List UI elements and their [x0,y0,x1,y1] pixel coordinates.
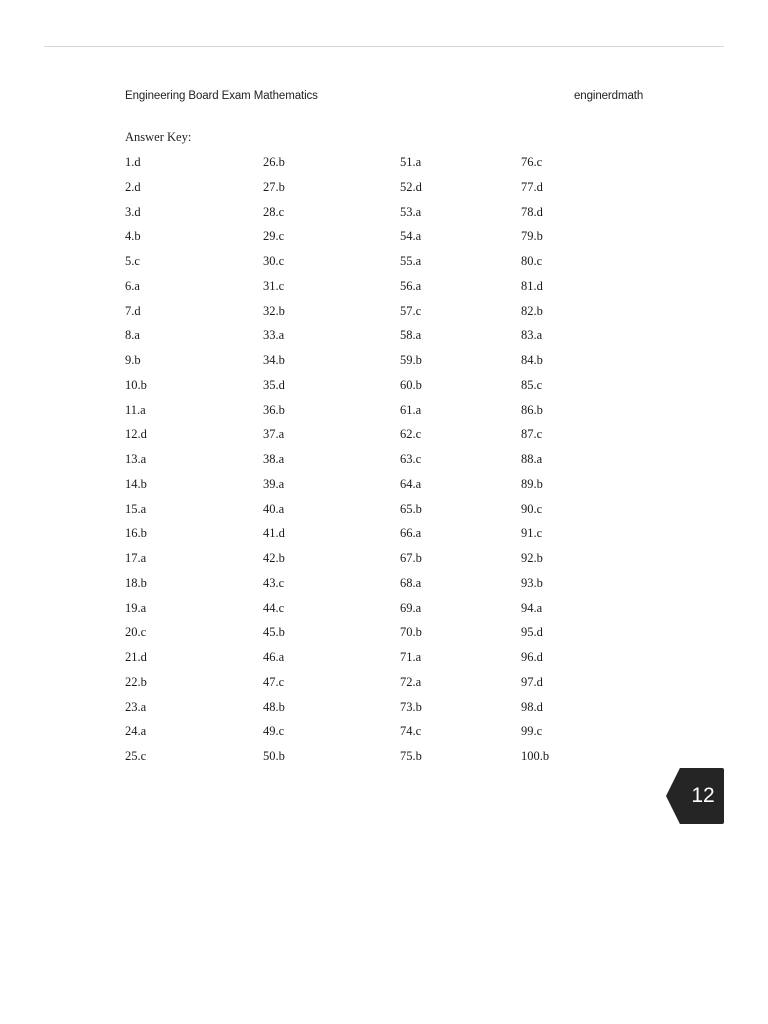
answer-item: 75.b [400,749,422,763]
answer-item: 71.a [400,650,422,664]
answer-item: 100.b [521,749,550,763]
answer-item: 74.c [400,724,422,739]
answer-item: 51.a [400,155,422,169]
answer-item: 42.b [263,551,285,565]
answer-item: 76.c [521,155,543,169]
answer-item: 5.c [125,254,140,268]
answer-item: 95.d [521,625,543,640]
answer-item: 46.a [263,650,285,664]
answer-item: 8.a [125,328,140,343]
answer-item: 92.b [521,551,543,565]
answer-item: 26.b [263,155,285,169]
answer-item: 61.a [400,402,422,417]
answer-item: 11.a [125,402,146,417]
top-divider [44,46,724,47]
answer-item: 35.d [263,377,285,392]
answer-item: 32.b [263,303,285,318]
answer-item: 57.c [400,303,422,318]
answer-item: 72.a [400,674,422,689]
document-title: Engineering Board Exam Mathematics [125,90,318,102]
answer-key-grid [125,154,595,773]
answer-item: 65.b [400,501,422,516]
answer-item: 69.a [400,600,422,615]
site-name: enginerdmath [574,90,644,102]
answer-item: 3.d [125,204,141,219]
answer-item: 70.b [400,625,422,640]
answer-item: 44.c [263,600,285,615]
answer-item: 91.c [521,526,543,541]
answer-item: 36.b [263,402,285,417]
answer-item: 12.d [125,427,147,442]
answer-item: 34.b [263,353,285,367]
answer-item: 18.b [125,575,147,590]
answer-item: 86.b [521,402,543,417]
answer-item: 7.d [125,303,141,318]
answer-item: 14.b [125,476,147,491]
answer-item: 17.a [125,551,147,565]
answer-item: 63.c [400,452,422,466]
answer-item: 39.a [263,476,285,491]
answer-item: 81.d [521,278,543,293]
answer-key-heading: Answer Key: [125,130,192,144]
answer-item: 88.a [521,452,543,466]
answer-item: 20.c [125,625,147,640]
answer-item: 28.c [263,204,285,219]
answer-item: 56.a [400,278,422,293]
answer-item: 78.d [521,204,543,219]
answer-item: 79.b [521,229,543,244]
answer-item: 23.a [125,699,147,714]
answer-item: 83.a [521,328,543,343]
answer-item: 10.b [125,377,147,392]
answer-item: 80.c [521,254,543,268]
page-number: 12 [691,784,715,807]
answer-item: 55.a [400,254,422,268]
answer-item: 29.c [263,229,285,244]
answer-item: 6.a [125,278,140,293]
answer-item: 66.a [400,526,422,541]
answer-item: 25.c [125,749,147,763]
answer-item: 54.a [400,229,422,244]
answer-item: 16.b [125,526,147,541]
answer-item: 15.a [125,501,147,516]
answer-item: 13.a [125,452,147,466]
answer-item: 38.a [263,452,285,466]
answer-item: 45.b [263,625,285,640]
answer-item: 60.b [400,377,422,392]
answer-item: 4.b [125,229,141,244]
answer-item: 96.d [521,650,543,664]
answer-item: 67.b [400,551,422,565]
answer-item: 68.a [400,575,422,590]
answer-item: 30.c [263,254,285,268]
answer-item: 98.d [521,699,543,714]
answer-item: 41.d [263,526,285,541]
answer-item: 21.d [125,650,147,664]
answer-item: 9.b [125,353,141,367]
answer-item: 40.a [263,501,285,516]
answer-item: 94.a [521,600,543,615]
answer-item: 73.b [400,699,422,714]
answer-item: 48.b [263,699,285,714]
answer-item: 24.a [125,724,147,739]
answer-item: 87.c [521,427,543,442]
answer-item: 85.c [521,377,543,392]
answer-item: 62.c [400,427,422,442]
answer-item: 49.c [263,724,285,739]
answer-item: 59.b [400,353,422,367]
answer-item: 33.a [263,328,285,343]
answer-item: 31.c [263,278,285,293]
answer-item: 52.d [400,179,422,194]
answer-item: 97.d [521,674,543,689]
answer-item: 22.b [125,674,147,689]
answer-item: 99.c [521,724,543,739]
answer-item: 93.b [521,575,543,590]
answer-item: 89.b [521,476,543,491]
answer-item: 53.a [400,204,422,219]
answer-item: 27.b [263,179,285,194]
answer-item: 77.d [521,179,543,194]
answer-item: 90.c [521,501,543,516]
answer-item: 47.c [263,674,285,689]
answer-item: 50.b [263,749,285,763]
answer-item: 82.b [521,303,543,318]
answer-item: 58.a [400,328,422,343]
answer-item: 19.a [125,600,147,615]
answer-item: 43.c [263,575,285,590]
answer-item: 37.a [263,427,285,442]
answer-item: 2.d [125,179,141,194]
answer-item: 1.d [125,155,141,169]
answer-item: 84.b [521,353,543,367]
answer-item: 64.a [400,476,422,491]
